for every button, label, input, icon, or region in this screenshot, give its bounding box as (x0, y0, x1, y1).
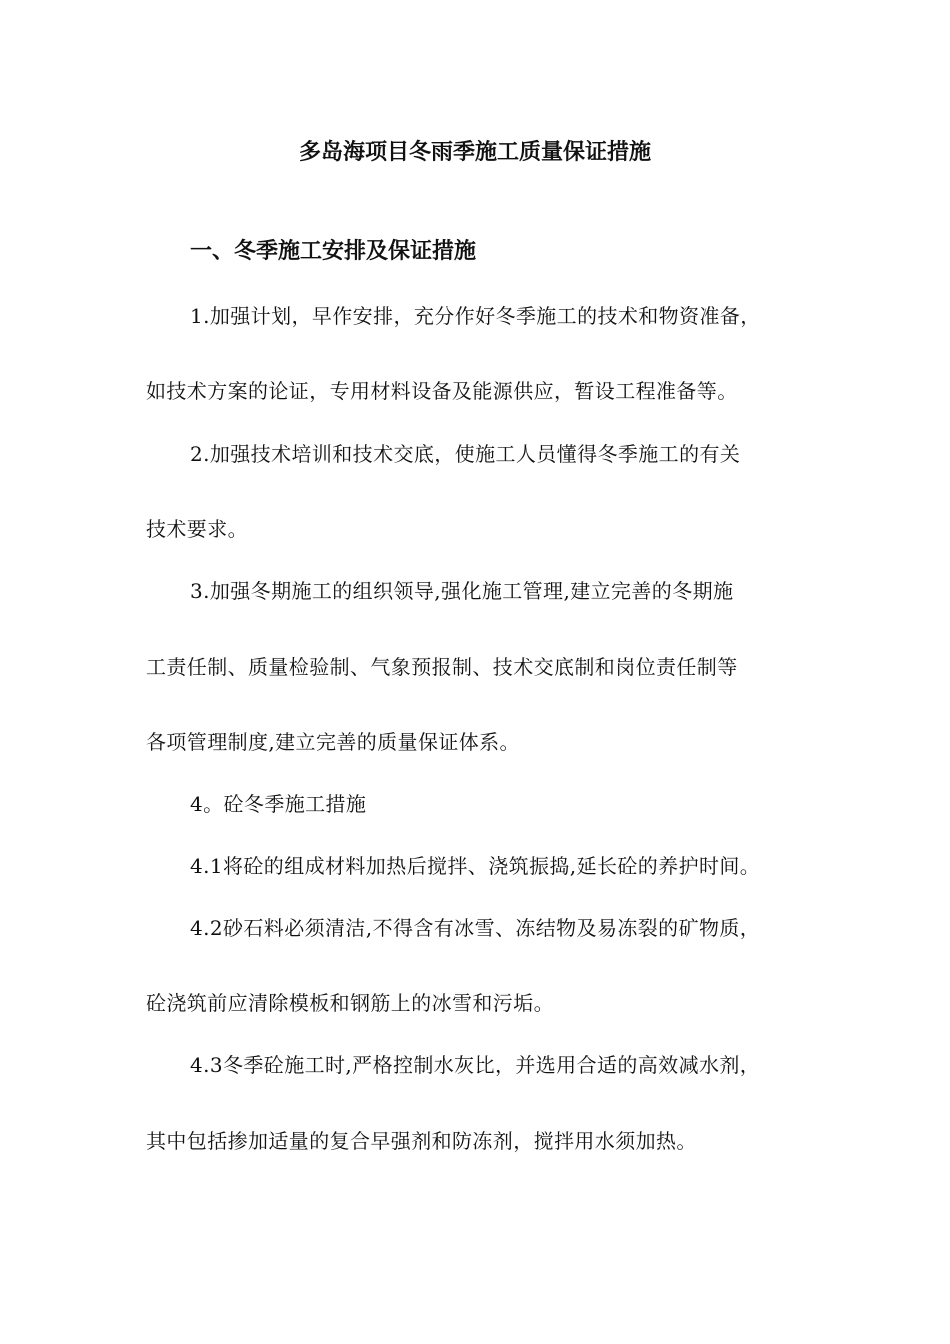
section-heading: 一、冬季施工安排及保证措施 (190, 239, 477, 264)
paragraph-line-4: 技术要求。 (146, 517, 248, 541)
document-title: 多岛海项目冬雨季施工质量保证措施 (298, 140, 651, 165)
paragraph-line-11: 砼浇筑前应清除模板和钢筋上的冰雪和污垢。 (146, 991, 554, 1015)
paragraph-line-13: 其中包括掺加适量的复合早强剂和防冻剂，搅拌用水须加热。 (146, 1129, 697, 1153)
paragraph-line-10: 4.2砂石料必须清洁,不得含有冰雪、冻结物及易冻裂的矿物质， (190, 916, 761, 940)
paragraph-line-8: 4。砼冬季施工措施 (190, 792, 367, 816)
paragraph-line-2: 如技术方案的论证，专用材料设备及能源供应，暂设工程准备等。 (146, 379, 738, 403)
paragraph-line-12: 4.3冬季砼施工时,严格控制水灰比，并选用合适的高效减水剂， (190, 1053, 761, 1077)
paragraph-line-9: 4.1将砼的组成材料加热后搅拌、浇筑振捣,延长砼的养护时间。 (190, 854, 761, 878)
paragraph-line-7: 各项管理制度,建立完善的质量保证体系。 (146, 730, 520, 754)
paragraph-line-3: 2.加强技术培训和技术交底，使施工人员懂得冬季施工的有关 (190, 442, 741, 466)
paragraph-line-1: 1.加强计划，早作安排，充分作好冬季施工的技术和物资准备， (190, 304, 761, 328)
paragraph-line-6: 工责任制、质量检验制、气象预报制、技术交底制和岗位责任制等 (146, 655, 738, 679)
paragraph-line-5: 3.加强冬期施工的组织领导,强化施工管理,建立完善的冬期施 (190, 579, 734, 603)
